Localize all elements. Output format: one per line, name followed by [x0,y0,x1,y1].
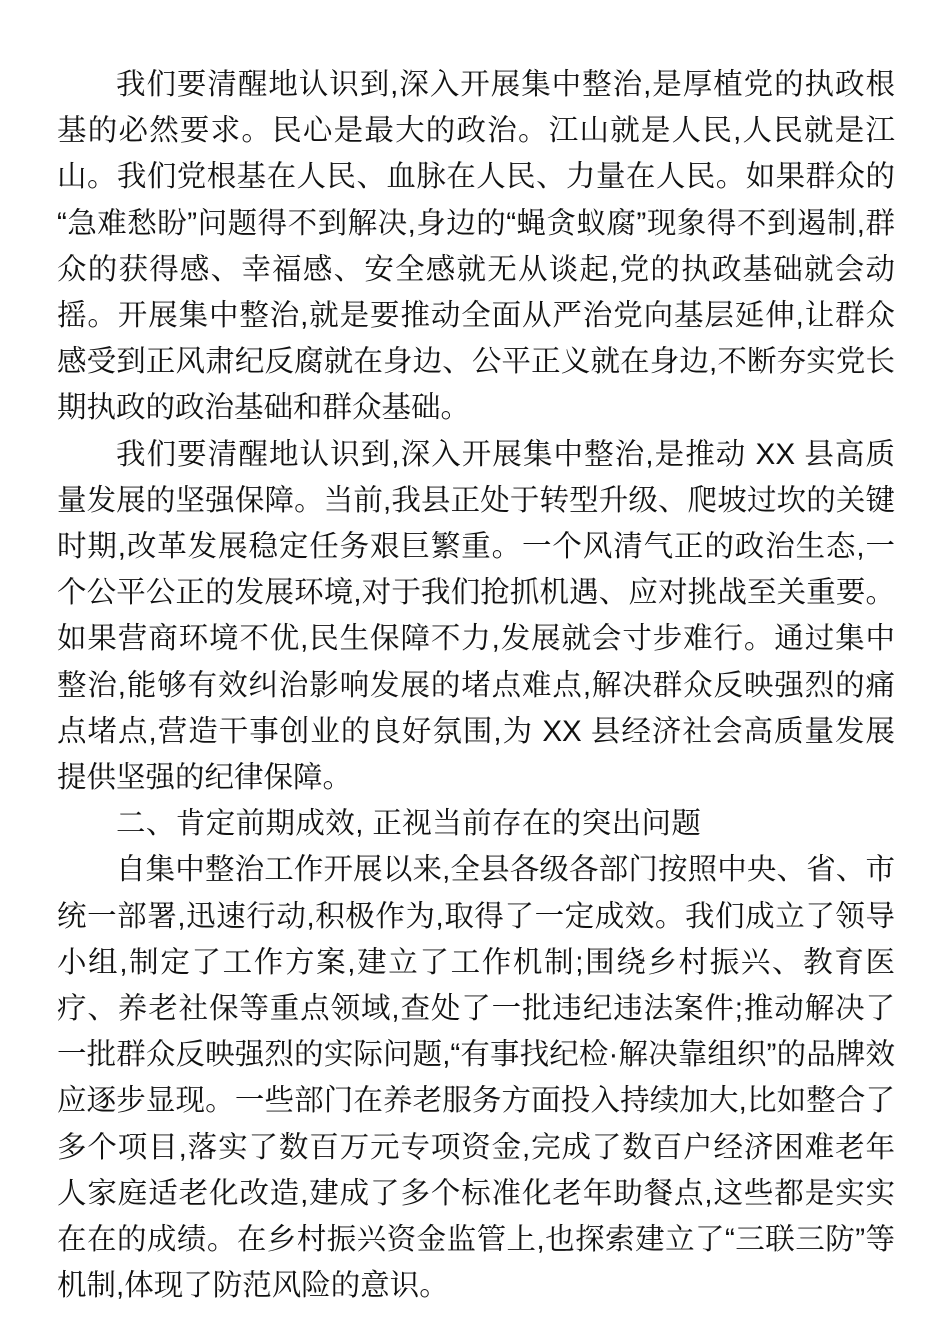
paragraph-political-foundation: 我们要清醒地认识到,深入开展集中整治,是厚植党的执政根基的必然要求。民心是最大的政治。江山就是人民,人民就是江山。我们党根基在人民、血脉在人民、力量在人民。如果群众的“急难愁盼”问题得不到解决,身边的“蝇贪蚁腐”现象得不到遏制,群众的获得感、幸福感、安全感就无从谈起,党的执政基础就会动摇。开展集中整治,就是要推动全面从严治党向基层延伸,让群众感受到正风肃纪反腐就在身边、公平正义就在身边,不断夯实党长期执政的政治基础和群众基础。 [57,68,895,425]
document-body [57,62,895,1309]
section-heading-two: 二、肯定前期成效, 正视当前存在的突出问题 [116,807,702,841]
paragraph-high-quality-development: 我们要清醒地认识到,深入开展集中整治,是推动 XX 县高质量发展的坚强保障。当前,我县正处于转型升级、爬坡过坎的关键时期,改革发展稳定任务艰巨繁重。一个风清气正的政治生态,一个公平公正的发展环境,对于我们抢抓机遇、应对挑战至关重要。如果营商环境不优,民生保障不力,发展就会寸步难行。通过集中整治,能够有效纠治影响发展的堵点难点,解决群众反映强烈的痛点堵点,营造干事创业的良好氛围,为 XX 县经济社会高质量发展提供坚强的纪律保障。 [57,437,895,795]
paragraph-progress-so-far: 自集中整治工作开展以来,全县各级各部门按照中央、省、市统一部署,迅速行动,积极作为,取得了一定成效。我们成立了领导小组,制定了工作方案,建立了工作机制;围绕乡村振兴、教育医疗、养老社保等重点领域,查处了一批违纪违法案件;推动解决了一批群众反映强烈的实际问题,“有事找纪检·解决靠组织”的品牌效应逐步显现。一些部门在养老服务方面投入持续加大,比如整合了多个项目,落实了数百万元专项资金,完成了数百户经济困难老年人家庭适老化改造,建成了多个标准化老年助餐点,这些都是实实在在的成绩。在乡村振兴资金监管上,也探索建立了“三联三防”等机制,体现了防范风险的意识。 [57,853,895,1303]
